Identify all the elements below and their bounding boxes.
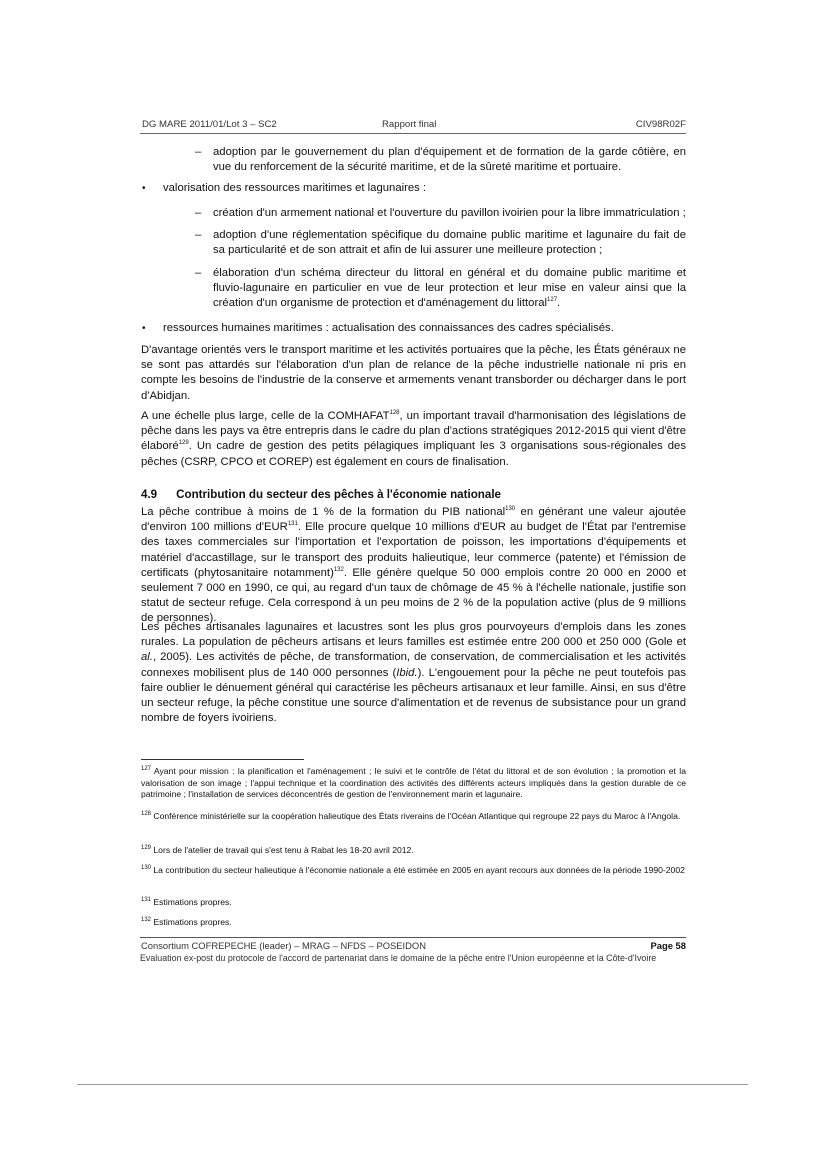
footnote-ref: 131	[287, 521, 298, 528]
bullet-item-text: ressources humaines maritimes : actualisation des connaissances des cadres spécialisés.	[163, 322, 614, 334]
list-item	[141, 206, 686, 222]
footnote: $^{128}$ Conférence ministérielle sur la coopération halieutique des États riverains de l'Océan Atlantique qui regroupe 22 pays du Maroc à l'Angola.	[141, 811, 681, 821]
footnote: $^{127}$ Ayant pour mission : la planification et l'aménagement ; le suivi et le contrôle de l'état du littoral et de son évolution ; la promotion et la valorisation de son image ; l'appui technique et la coordination des activités des différents acteurs impliqués dans la gestion durable de ce patrimoine ; l'installation de services déconcentrés de gestion de l'environnement marin et lagunaire.	[141, 766, 686, 799]
list-item	[141, 228, 686, 260]
bullet-marker: •	[142, 183, 146, 194]
list-item	[141, 266, 686, 314]
dash-marker: –	[195, 267, 202, 279]
page-number: Page 58	[650, 940, 686, 951]
footnote: $^{132}$ Estimations propres.	[141, 917, 232, 927]
footer-rule	[140, 937, 686, 938]
footnote-ref: 127	[547, 297, 558, 304]
dash-marker: –	[195, 229, 202, 241]
footnote-separator	[141, 759, 304, 760]
paragraph: D'avantage orientés vers le transport maritime et les activités portuaires que la pêche, les États généraux ne se sont pas attardés sur l'élaboration d'un plan de relance de la pêche industrielle nationale ni pris en compte les besoins de l'industrie de la conserve et armements venant transborder ou décharger dans le port d'Abidjan.	[141, 344, 686, 402]
list-item-text: création d'un armement national et l'ouverture du pavillon ivoirien pour la libre immatriculation ;	[213, 207, 686, 219]
bullet-item-text: valorisation des ressources maritimes et lagunaires :	[163, 182, 427, 194]
bullet-item	[141, 321, 686, 337]
header-code: CIV98R02F	[635, 119, 686, 130]
list-item-text: adoption d'une réglementation spécifique du domaine public maritime et lagunaire du fait de sa particularité et de son attrait et afin de lui assurer une meilleure protection ;	[213, 229, 686, 257]
paragraph: La pêche contribue à moins de 1 % de la formation du PIB national$^{130}$ en générant une valeur ajoutée d'environ 100 millions d'EUR$^{131}$. Elle procure quelque 10 millions d'EUR au budget de l'État par l'entremise des taxes commerciales sur l'importation et l'exportation de poisson, les importations d'équipements et matériel d'accastillage, sur le transport des produits halieutique, leur commerce (patente) et l'émission de certificats (phytosanitaire notamment)$^{132}$. Elle génère quelque 50 000 emplois contre 20 000 en 2000 et seulement 7 000 en 1990, ce qui, au regard d'un taux de chômage de 45 % à l'échelle nationale, justifie son statut de secteur refuge. Cela correspond à un peu moins de 2 % de la population active (plus de 9 millions de personnes).	[141, 506, 687, 625]
list-item-text: adoption par le gouvernement du plan d'équipement et de formation de la garde côtière, en vue du renforcement de la sécurité maritime, et de la sûreté maritime et portuaire.	[213, 146, 686, 174]
paragraph: A une échelle plus large, celle de la COMHAFAT$^{128}$, un important travail d'harmonisation des législations de pêche dans les pays va être entrepris dans le cadre du plan d'actions stratégiques 2012-2015 qui vient d'être élaboré$^{129}$. Un cadre de gestion des petits pélagiques impliquant les 3 organisations sous-régionales des pêches (CSRP, CPCO et COREP) est également en cours de finalisation.	[141, 410, 686, 468]
list-item	[141, 145, 686, 177]
footnote-ref: 132	[333, 567, 344, 574]
header-reference: DG MARE 2011/01/Lot 3 – SC2	[142, 119, 277, 130]
footer-consortium: Consortium COFREPECHE (leader) – MRAG – NFDS – POSEIDON	[141, 940, 426, 951]
section-title: Contribution du secteur des pêches à l'économie nationale	[176, 488, 501, 501]
footnote: $^{130}$ La contribution du secteur halieutique à l'économie nationale a été estimée en 2005 en ayant recours aux données de la période 1990-2002	[141, 865, 685, 875]
footnote: $^{129}$ Lors de l'atelier de travail qui s'est tenu à Rabat les 18-20 avril 2012.	[141, 845, 414, 855]
footnote-ref: 129	[178, 440, 189, 447]
dash-marker: –	[195, 146, 202, 158]
bullet-marker: •	[142, 323, 146, 334]
running-header	[140, 117, 686, 134]
dash-marker: –	[195, 207, 202, 219]
running-footer	[140, 940, 686, 953]
section-number: 4.9	[141, 488, 158, 501]
footer-subtitle: Evaluation ex-post du protocole de l'accord de partenariat dans le domaine de la pêche entre l'Union européenne et la Côte-d'Ivoire	[140, 953, 657, 963]
footnote: $^{131}$ Estimations propres.	[141, 897, 232, 907]
list-item-text: élaboration d'un schéma directeur du littoral en général et du domaine public maritime et fluvio-lagunaire en particulier en vue de leur protection et leur mise en valeur ainsi que la création d'un organisme de protection et d'aménagement du littoral$^{127}$.	[213, 267, 686, 310]
page-bottom-rule	[77, 1084, 748, 1085]
bullet-item	[141, 181, 686, 197]
header-title: Rapport final	[382, 119, 437, 130]
footnote-ref: 128	[389, 410, 400, 417]
section-heading	[141, 487, 686, 502]
paragraph: Les pêches artisanales lagunaires et lacustres sont les plus gros pourvoyeurs d'emplois dans les zones rurales. La population de pêcheurs artisans et leurs familles est estimée entre 200 000 et 250 000 (Gole et al., 2005). Les activités de pêche, de transformation, de conservation, de commercialisation et les activités connexes mobilisent plus de 140 000 personnes (Ibid.). L'engouement pour la pêche ne peut toutefois pas faire oublier le dénuement général qui caractérise les pêcheurs artisanaux et leur famille. Ainsi, en sus d'être un secteur refuge, la pêche constitue une source d'alimentation et de revenus de subsistance pour un grand nombre de foyers ivoiriens.	[141, 621, 686, 725]
footnote-ref: 130	[505, 506, 516, 513]
